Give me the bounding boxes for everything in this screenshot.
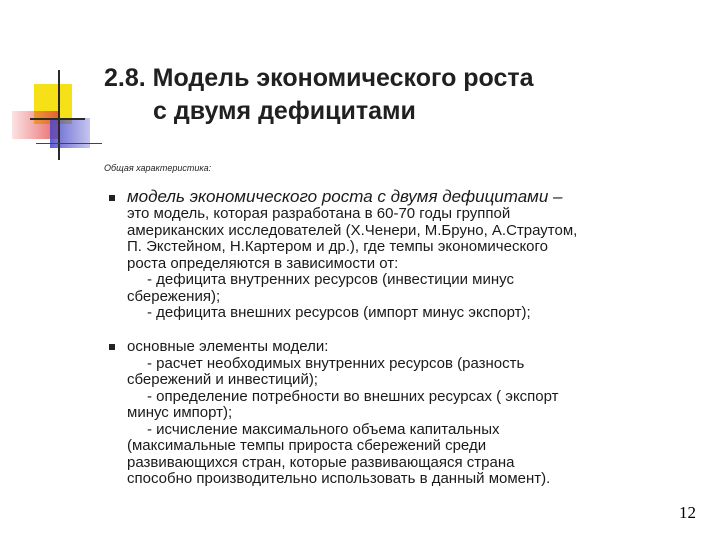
bullet-icon bbox=[109, 195, 115, 201]
text-line: - исчисление максимального объема капитальных bbox=[147, 420, 500, 438]
text-line: роста определяются в зависимости от: bbox=[127, 254, 399, 272]
text-line: - дефицита внешних ресурсов (импорт минус экспорт); bbox=[147, 304, 531, 321]
text-line: (максимальные темпы прироста сбережений среди bbox=[127, 437, 487, 454]
text-line: сбережений и инвестиций); bbox=[127, 371, 318, 388]
text-line: минус импорт); bbox=[127, 404, 233, 421]
bullet-item-definition bbox=[127, 187, 677, 322]
text-line: - дефицита внутренних ресурсов (инвестиции минус bbox=[147, 271, 514, 288]
decor-horizontal-line bbox=[30, 118, 85, 120]
bullet-item-elements bbox=[127, 339, 677, 488]
text-line: американских исследователей (Х.Ченери, М.Бруно, А.Страутом, bbox=[127, 221, 578, 239]
text-line: основные элементы модели: bbox=[127, 338, 329, 355]
text-line: - определение потребности во внешних ресурсах ( экспорт bbox=[147, 387, 559, 405]
text-line: это модель, которая разработана в 60-70 годы группой bbox=[127, 205, 511, 222]
text-line: - расчет необходимых внутренних ресурсов (разность bbox=[147, 354, 525, 372]
decor-underline bbox=[36, 143, 102, 144]
title-line-1: 2.8. Модель экономического роста bbox=[104, 64, 534, 92]
text-line: П. Экстейном, Н.Картером и др.), где темпы экономического bbox=[127, 238, 549, 255]
text-line: сбережения); bbox=[127, 287, 221, 305]
decor-vertical-line bbox=[58, 70, 60, 160]
slide-title bbox=[104, 62, 694, 128]
bullet-lead: модель экономического роста с двумя дефицитами – bbox=[127, 187, 563, 206]
title-line-2: с двумя дефицитами bbox=[153, 97, 416, 125]
subtitle: Общая характеристика: bbox=[104, 163, 212, 173]
bullet-icon bbox=[109, 344, 115, 350]
text-line: способно производительно использовать в данный момент). bbox=[127, 470, 551, 487]
page-number: 12 bbox=[679, 503, 696, 522]
text-line: развивающихся стран, которые развивающаяся страна bbox=[127, 453, 515, 471]
